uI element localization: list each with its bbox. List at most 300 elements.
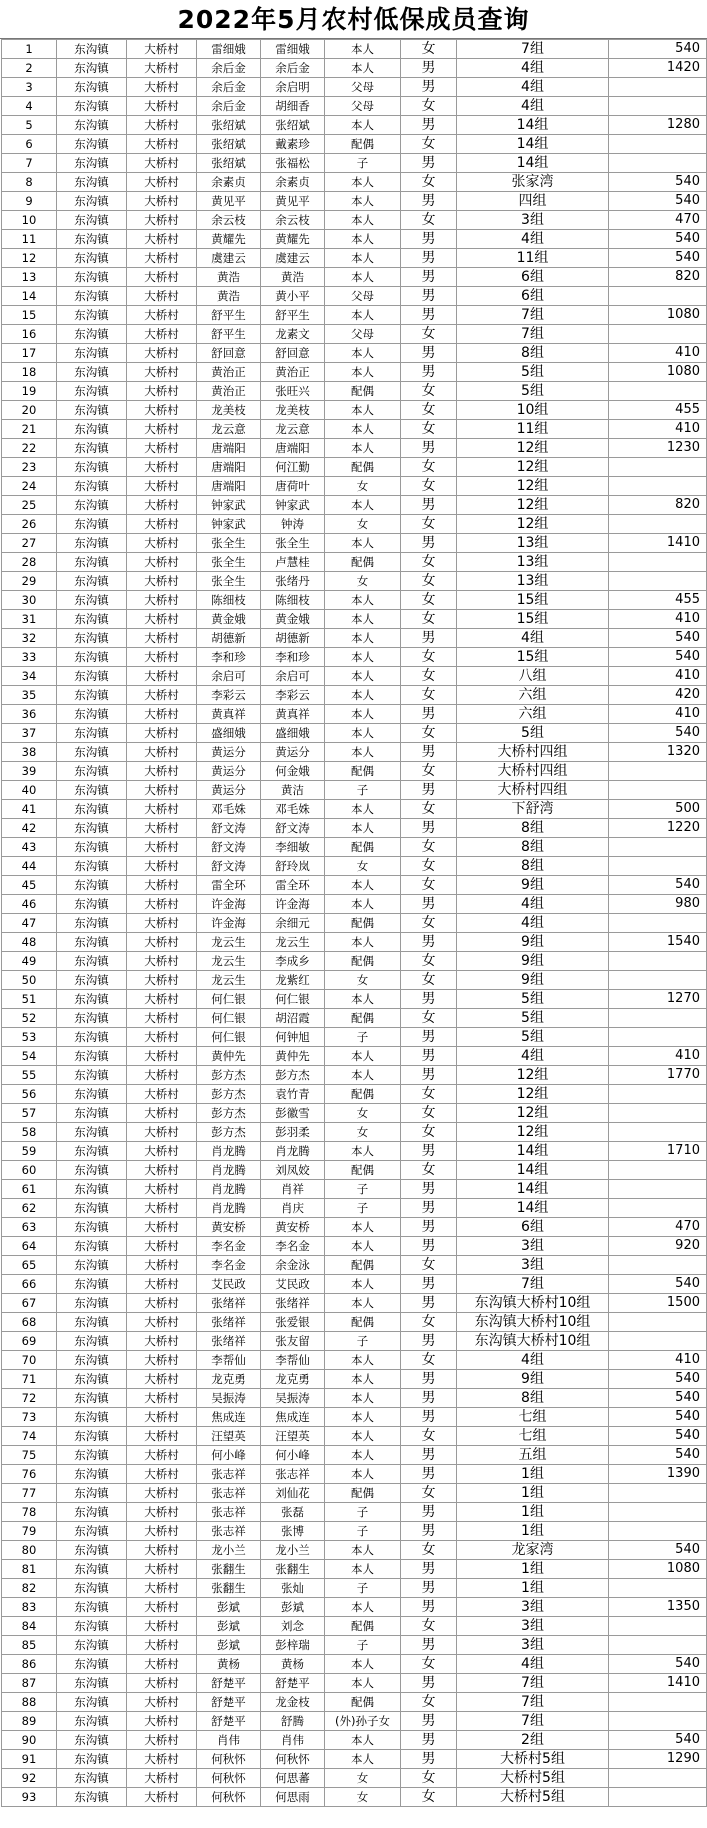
group-cell: 7组: [457, 40, 609, 59]
row-index: 7: [2, 154, 57, 173]
row-index: 70: [2, 1351, 57, 1370]
row-index: 19: [2, 382, 57, 401]
member-name-cell: 戴素珍: [261, 135, 325, 154]
table-row: [2, 876, 707, 895]
householder-cell: 舒楚平: [197, 1712, 261, 1731]
group-cell: 13组: [457, 572, 609, 591]
table-row: [2, 1560, 707, 1579]
town-cell: 东沟镇: [57, 648, 127, 667]
table-row: [2, 914, 707, 933]
group-cell: 八组: [457, 667, 609, 686]
row-index: 74: [2, 1427, 57, 1446]
village-cell: 大桥村: [127, 990, 197, 1009]
gender-cell: 男: [401, 192, 457, 211]
row-index: 15: [2, 306, 57, 325]
relation-cell: 本人: [325, 629, 401, 648]
amount-cell: 1770: [609, 1066, 707, 1085]
gender-cell: 男: [401, 1674, 457, 1693]
amount-cell: 540: [609, 648, 707, 667]
member-name-cell: 黄仲先: [261, 1047, 325, 1066]
town-cell: 东沟镇: [57, 1180, 127, 1199]
village-cell: 大桥村: [127, 1560, 197, 1579]
member-name-cell: 余素贞: [261, 173, 325, 192]
amount-cell: [609, 572, 707, 591]
village-cell: 大桥村: [127, 1332, 197, 1351]
village-cell: 大桥村: [127, 306, 197, 325]
town-cell: 东沟镇: [57, 952, 127, 971]
householder-cell: 钟家武: [197, 496, 261, 515]
gender-cell: 男: [401, 1598, 457, 1617]
gender-cell: 女: [401, 914, 457, 933]
town-cell: 东沟镇: [57, 1047, 127, 1066]
relation-cell: 子: [325, 781, 401, 800]
amount-cell: [609, 1199, 707, 1218]
gender-cell: 男: [401, 1446, 457, 1465]
gender-cell: 女: [401, 1009, 457, 1028]
table-row: [2, 895, 707, 914]
table-row: [2, 1522, 707, 1541]
table-row: [2, 401, 707, 420]
amount-cell: 980: [609, 895, 707, 914]
group-cell: 大桥村5组: [457, 1788, 609, 1807]
relation-cell: 本人: [325, 192, 401, 211]
amount-cell: [609, 477, 707, 496]
amount-cell: [609, 838, 707, 857]
group-cell: 1组: [457, 1503, 609, 1522]
gender-cell: 女: [401, 1161, 457, 1180]
row-index: 44: [2, 857, 57, 876]
gender-cell: 男: [401, 496, 457, 515]
gender-cell: 男: [401, 933, 457, 952]
row-index: 20: [2, 401, 57, 420]
member-name-cell: 龙小兰: [261, 1541, 325, 1560]
householder-cell: 张绪祥: [197, 1294, 261, 1313]
row-index: 69: [2, 1332, 57, 1351]
table-row: [2, 78, 707, 97]
householder-cell: 余后金: [197, 59, 261, 78]
amount-cell: [609, 971, 707, 990]
row-index: 43: [2, 838, 57, 857]
amount-cell: 1420: [609, 59, 707, 78]
village-cell: 大桥村: [127, 401, 197, 420]
group-cell: 5组: [457, 382, 609, 401]
group-cell: 15组: [457, 648, 609, 667]
householder-cell: 舒回意: [197, 344, 261, 363]
town-cell: 东沟镇: [57, 401, 127, 420]
village-cell: 大桥村: [127, 1465, 197, 1484]
member-name-cell: 龙云意: [261, 420, 325, 439]
row-index: 28: [2, 553, 57, 572]
relation-cell: 本人: [325, 1465, 401, 1484]
gender-cell: 男: [401, 344, 457, 363]
member-name-cell: 李帮仙: [261, 1351, 325, 1370]
householder-cell: 彭方杰: [197, 1066, 261, 1085]
member-name-cell: 黄治正: [261, 363, 325, 382]
relation-cell: 配偶: [325, 952, 401, 971]
householder-cell: 唐端阳: [197, 439, 261, 458]
village-cell: 大桥村: [127, 1408, 197, 1427]
row-index: 84: [2, 1617, 57, 1636]
row-index: 29: [2, 572, 57, 591]
amount-cell: 410: [609, 344, 707, 363]
householder-cell: 黄运分: [197, 781, 261, 800]
householder-cell: 舒文涛: [197, 838, 261, 857]
amount-cell: 410: [609, 705, 707, 724]
member-name-cell: 何思雨: [261, 1788, 325, 1807]
relation-cell: 本人: [325, 363, 401, 382]
householder-cell: 龙云生: [197, 933, 261, 952]
member-name-cell: 黄杨: [261, 1655, 325, 1674]
gender-cell: 女: [401, 515, 457, 534]
row-index: 24: [2, 477, 57, 496]
relation-cell: 子: [325, 1028, 401, 1047]
gender-cell: 男: [401, 1408, 457, 1427]
group-cell: 8组: [457, 857, 609, 876]
table-row: [2, 211, 707, 230]
row-index: 66: [2, 1275, 57, 1294]
row-index: 39: [2, 762, 57, 781]
householder-cell: 何秋怀: [197, 1769, 261, 1788]
group-cell: 14组: [457, 1142, 609, 1161]
relation-cell: 本人: [325, 743, 401, 762]
town-cell: 东沟镇: [57, 553, 127, 572]
town-cell: 东沟镇: [57, 1408, 127, 1427]
village-cell: 大桥村: [127, 1047, 197, 1066]
relation-cell: 配偶: [325, 135, 401, 154]
row-index: 8: [2, 173, 57, 192]
relation-cell: 子: [325, 154, 401, 173]
town-cell: 东沟镇: [57, 1579, 127, 1598]
group-cell: 14组: [457, 135, 609, 154]
table-row: [2, 781, 707, 800]
gender-cell: 女: [401, 477, 457, 496]
village-cell: 大桥村: [127, 1123, 197, 1142]
table-row: [2, 952, 707, 971]
row-index: 10: [2, 211, 57, 230]
amount-cell: [609, 154, 707, 173]
table-row: [2, 1047, 707, 1066]
relation-cell: 本人: [325, 420, 401, 439]
householder-cell: 何小峰: [197, 1446, 261, 1465]
town-cell: 东沟镇: [57, 1598, 127, 1617]
village-cell: 大桥村: [127, 458, 197, 477]
town-cell: 东沟镇: [57, 990, 127, 1009]
group-cell: 14组: [457, 1180, 609, 1199]
village-cell: 大桥村: [127, 515, 197, 534]
group-cell: 15组: [457, 591, 609, 610]
gender-cell: 男: [401, 1199, 457, 1218]
householder-cell: 黄运分: [197, 743, 261, 762]
gender-cell: 女: [401, 952, 457, 971]
member-name-cell: 黄安桥: [261, 1218, 325, 1237]
town-cell: 东沟镇: [57, 1560, 127, 1579]
village-cell: 大桥村: [127, 477, 197, 496]
householder-cell: 彭方杰: [197, 1085, 261, 1104]
relation-cell: 本人: [325, 1066, 401, 1085]
town-cell: 东沟镇: [57, 819, 127, 838]
gender-cell: 女: [401, 1104, 457, 1123]
table-row: [2, 629, 707, 648]
row-index: 13: [2, 268, 57, 287]
member-name-cell: 何钟旭: [261, 1028, 325, 1047]
group-cell: 12组: [457, 439, 609, 458]
table-body: [2, 40, 707, 1807]
relation-cell: 本人: [325, 496, 401, 515]
amount-cell: [609, 1617, 707, 1636]
relation-cell: 配偶: [325, 1161, 401, 1180]
town-cell: 东沟镇: [57, 1066, 127, 1085]
member-name-cell: 龙美枝: [261, 401, 325, 420]
gender-cell: 女: [401, 838, 457, 857]
gender-cell: 女: [401, 401, 457, 420]
village-cell: 大桥村: [127, 344, 197, 363]
table-row: [2, 59, 707, 78]
amount-cell: [609, 97, 707, 116]
member-name-cell: 胡细香: [261, 97, 325, 116]
group-cell: 3组: [457, 1237, 609, 1256]
householder-cell: 艾民政: [197, 1275, 261, 1294]
town-cell: 东沟镇: [57, 1446, 127, 1465]
amount-cell: [609, 1636, 707, 1655]
gender-cell: 女: [401, 1313, 457, 1332]
householder-cell: 余后金: [197, 78, 261, 97]
member-name-cell: 张博: [261, 1522, 325, 1541]
row-index: 81: [2, 1560, 57, 1579]
town-cell: 东沟镇: [57, 287, 127, 306]
table-row: [2, 1579, 707, 1598]
table-row: [2, 97, 707, 116]
householder-cell: 舒文涛: [197, 819, 261, 838]
relation-cell: 女: [325, 971, 401, 990]
gender-cell: 男: [401, 1047, 457, 1066]
village-cell: 大桥村: [127, 1522, 197, 1541]
gender-cell: 女: [401, 876, 457, 895]
table-row: [2, 1370, 707, 1389]
householder-cell: 彭方杰: [197, 1104, 261, 1123]
row-index: 3: [2, 78, 57, 97]
table-row: [2, 1636, 707, 1655]
town-cell: 东沟镇: [57, 363, 127, 382]
member-name-cell: 黄真祥: [261, 705, 325, 724]
town-cell: 东沟镇: [57, 1294, 127, 1313]
member-name-cell: 李和珍: [261, 648, 325, 667]
member-name-cell: 黄浩: [261, 268, 325, 287]
member-name-cell: 张志祥: [261, 1465, 325, 1484]
group-cell: 4组: [457, 629, 609, 648]
relation-cell: 配偶: [325, 458, 401, 477]
row-index: 51: [2, 990, 57, 1009]
relation-cell: 女: [325, 1104, 401, 1123]
gender-cell: 女: [401, 458, 457, 477]
town-cell: 东沟镇: [57, 876, 127, 895]
amount-cell: [609, 458, 707, 477]
gender-cell: 男: [401, 59, 457, 78]
householder-cell: 张绍斌: [197, 154, 261, 173]
amount-cell: [609, 553, 707, 572]
table-row: [2, 762, 707, 781]
village-cell: 大桥村: [127, 135, 197, 154]
table-row: [2, 1712, 707, 1731]
group-cell: 5组: [457, 1028, 609, 1047]
table-row: [2, 1446, 707, 1465]
town-cell: 东沟镇: [57, 40, 127, 59]
table-row: [2, 724, 707, 743]
village-cell: 大桥村: [127, 1028, 197, 1047]
village-cell: 大桥村: [127, 439, 197, 458]
householder-cell: 黄浩: [197, 268, 261, 287]
relation-cell: 本人: [325, 1408, 401, 1427]
group-cell: 6组: [457, 268, 609, 287]
village-cell: 大桥村: [127, 1066, 197, 1085]
village-cell: 大桥村: [127, 1142, 197, 1161]
amount-cell: [609, 1123, 707, 1142]
town-cell: 东沟镇: [57, 1218, 127, 1237]
amount-cell: 540: [609, 1275, 707, 1294]
member-name-cell: 余细元: [261, 914, 325, 933]
village-cell: 大桥村: [127, 800, 197, 819]
town-cell: 东沟镇: [57, 1769, 127, 1788]
group-cell: 6组: [457, 287, 609, 306]
relation-cell: 本人: [325, 933, 401, 952]
town-cell: 东沟镇: [57, 382, 127, 401]
group-cell: 9组: [457, 1370, 609, 1389]
group-cell: 3组: [457, 1256, 609, 1275]
table-row: [2, 1731, 707, 1750]
town-cell: 东沟镇: [57, 192, 127, 211]
village-cell: 大桥村: [127, 838, 197, 857]
householder-cell: 彭斌: [197, 1617, 261, 1636]
town-cell: 东沟镇: [57, 1484, 127, 1503]
village-cell: 大桥村: [127, 952, 197, 971]
householder-cell: 邓毛姝: [197, 800, 261, 819]
amount-cell: 410: [609, 1351, 707, 1370]
member-name-cell: 许金海: [261, 895, 325, 914]
village-cell: 大桥村: [127, 154, 197, 173]
row-index: 16: [2, 325, 57, 344]
amount-cell: [609, 287, 707, 306]
relation-cell: 本人: [325, 1237, 401, 1256]
row-index: 22: [2, 439, 57, 458]
member-name-cell: 邓毛姝: [261, 800, 325, 819]
row-index: 54: [2, 1047, 57, 1066]
relation-cell: 本人: [325, 819, 401, 838]
amount-cell: [609, 1332, 707, 1351]
group-cell: 8组: [457, 1389, 609, 1408]
village-cell: 大桥村: [127, 1750, 197, 1769]
town-cell: 东沟镇: [57, 116, 127, 135]
gender-cell: 男: [401, 306, 457, 325]
row-index: 53: [2, 1028, 57, 1047]
householder-cell: 许金海: [197, 914, 261, 933]
amount-cell: 455: [609, 401, 707, 420]
gender-cell: 男: [401, 1237, 457, 1256]
gender-cell: 女: [401, 1123, 457, 1142]
town-cell: 东沟镇: [57, 1256, 127, 1275]
householder-cell: 张全生: [197, 534, 261, 553]
householder-cell: 肖伟: [197, 1731, 261, 1750]
row-index: 42: [2, 819, 57, 838]
village-cell: 大桥村: [127, 1598, 197, 1617]
gender-cell: 女: [401, 1788, 457, 1807]
relation-cell: 配偶: [325, 553, 401, 572]
table-row: [2, 990, 707, 1009]
town-cell: 东沟镇: [57, 1142, 127, 1161]
group-cell: 12组: [457, 515, 609, 534]
town-cell: 东沟镇: [57, 1161, 127, 1180]
gender-cell: 男: [401, 705, 457, 724]
gender-cell: 男: [401, 1066, 457, 1085]
relation-cell: 配偶: [325, 914, 401, 933]
gender-cell: 女: [401, 1655, 457, 1674]
group-cell: 9组: [457, 971, 609, 990]
group-cell: 5组: [457, 363, 609, 382]
amount-cell: [609, 914, 707, 933]
gender-cell: 男: [401, 1750, 457, 1769]
gender-cell: 男: [401, 1579, 457, 1598]
member-name-cell: 黄洁: [261, 781, 325, 800]
group-cell: 2组: [457, 1731, 609, 1750]
amount-cell: 540: [609, 1427, 707, 1446]
gender-cell: 男: [401, 268, 457, 287]
amount-cell: [609, 1693, 707, 1712]
relation-cell: 子: [325, 1503, 401, 1522]
amount-cell: 540: [609, 1370, 707, 1389]
gender-cell: 男: [401, 116, 457, 135]
relation-cell: 本人: [325, 1598, 401, 1617]
gender-cell: 男: [401, 895, 457, 914]
relation-cell: 子: [325, 1332, 401, 1351]
amount-cell: 410: [609, 667, 707, 686]
table-row: [2, 1427, 707, 1446]
row-index: 88: [2, 1693, 57, 1712]
village-cell: 大桥村: [127, 249, 197, 268]
table-row: [2, 838, 707, 857]
householder-cell: 何仁银: [197, 1028, 261, 1047]
village-cell: 大桥村: [127, 1674, 197, 1693]
village-cell: 大桥村: [127, 914, 197, 933]
table-row: [2, 1693, 707, 1712]
row-index: 18: [2, 363, 57, 382]
row-index: 35: [2, 686, 57, 705]
village-cell: 大桥村: [127, 572, 197, 591]
member-name-cell: 舒腾: [261, 1712, 325, 1731]
town-cell: 东沟镇: [57, 344, 127, 363]
relation-cell: 配偶: [325, 1256, 401, 1275]
table-row: [2, 1275, 707, 1294]
member-name-cell: 张绍斌: [261, 116, 325, 135]
village-cell: 大桥村: [127, 192, 197, 211]
town-cell: 东沟镇: [57, 1788, 127, 1807]
gender-cell: 男: [401, 154, 457, 173]
village-cell: 大桥村: [127, 1275, 197, 1294]
town-cell: 东沟镇: [57, 838, 127, 857]
village-cell: 大桥村: [127, 1199, 197, 1218]
table-row: [2, 971, 707, 990]
table-row: [2, 1408, 707, 1427]
amount-cell: 1500: [609, 1294, 707, 1313]
amount-cell: [609, 1313, 707, 1332]
group-cell: 七组: [457, 1427, 609, 1446]
relation-cell: 父母: [325, 325, 401, 344]
amount-cell: [609, 762, 707, 781]
town-cell: 东沟镇: [57, 610, 127, 629]
table-row: [2, 40, 707, 59]
table-row: [2, 1503, 707, 1522]
group-cell: 6组: [457, 1218, 609, 1237]
member-name-cell: 黄小平: [261, 287, 325, 306]
amount-cell: [609, 1256, 707, 1275]
member-name-cell: 何金娥: [261, 762, 325, 781]
